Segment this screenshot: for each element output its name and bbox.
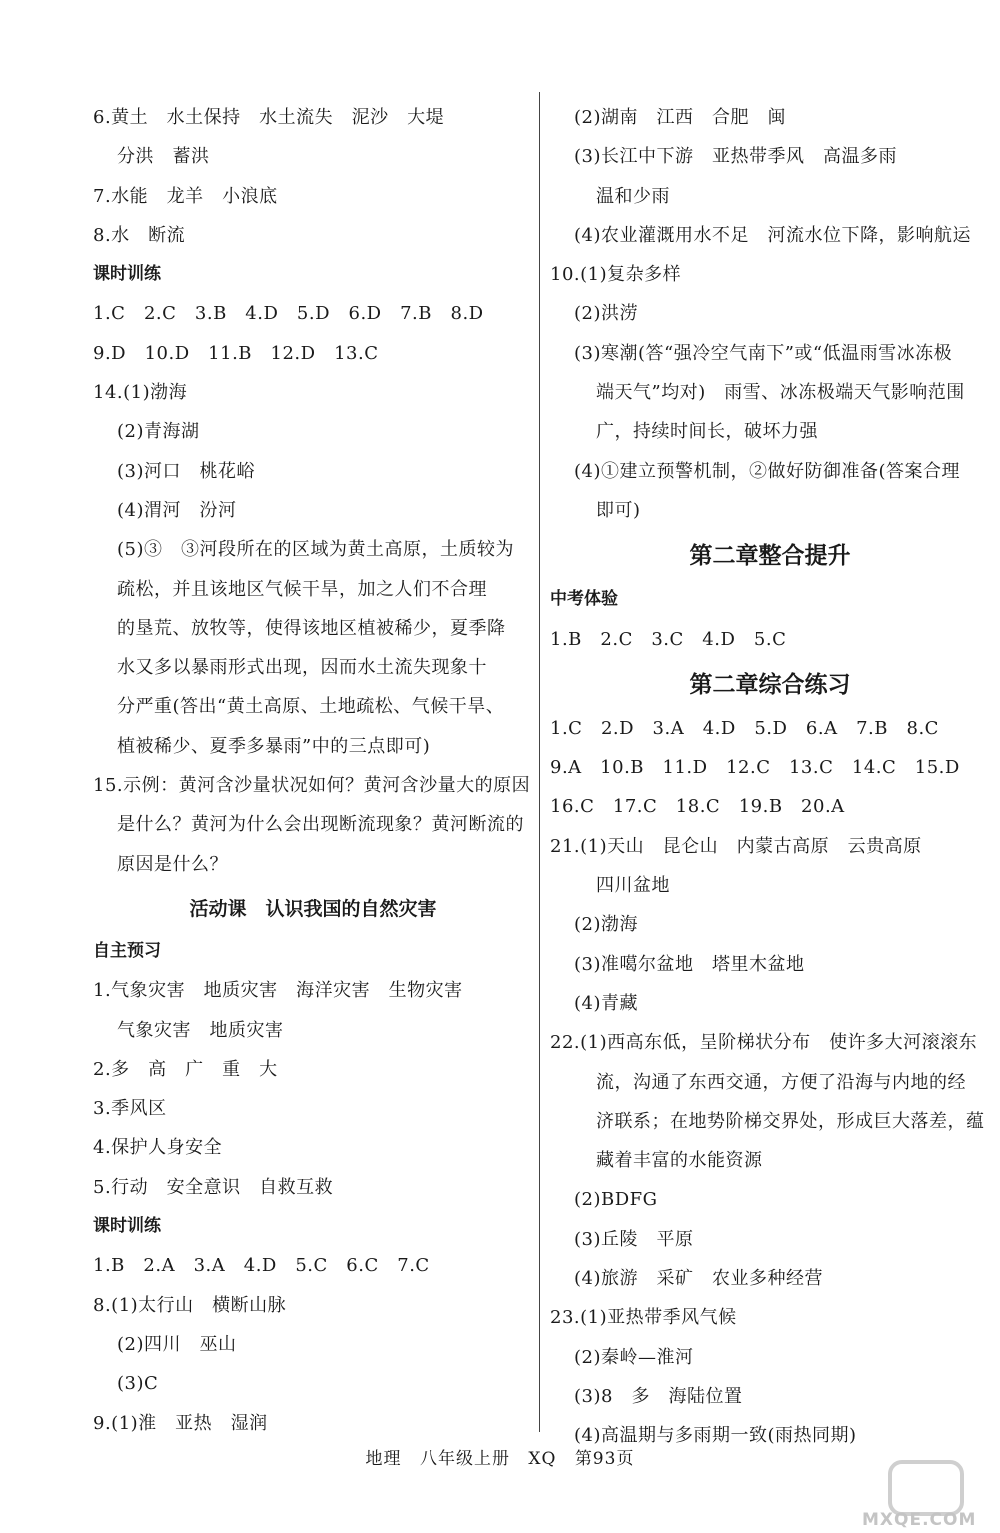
answer-line: (3)寒潮(答“强冷空气南下”或“低温雨雪冰冻极 xyxy=(574,342,953,364)
answer-line: 15.示例：黄河含沙量状况如何？黄河含沙量大的原因 xyxy=(93,775,531,797)
answer-line: 21.(1)天山 昆仑山 内蒙古高原 云贵高原 xyxy=(550,835,922,857)
answer-line: 分严重(答出“黄土高原、土地疏松、气候干旱、 xyxy=(117,696,505,718)
answer-line: 1.C 2.C 3.B 4.D 5.D 6.D 7.B 8.D xyxy=(93,303,484,325)
answer-line: 温和少雨 xyxy=(596,185,670,207)
answer-line: 济联系；在地势阶梯交界处，形成巨大落差，蕴 xyxy=(596,1110,985,1132)
answer-line: 水又多以暴雨形式出现，因而水土流失现象十 xyxy=(117,657,487,679)
chapter-heading: 第二章综合练习 xyxy=(689,671,851,698)
answer-line: (2)BDFG xyxy=(574,1189,658,1211)
answer-line: (3)丘陵 平原 xyxy=(574,1228,694,1250)
watermark-text: MXQE.COM xyxy=(862,1510,977,1530)
section-subheading: 课时训练 xyxy=(93,264,161,285)
answer-line: (2)湖南 江西 合肥 闽 xyxy=(574,107,786,128)
answer-line: (4)农业灌溉用水不足 河流水位下降，影响航运 xyxy=(574,224,971,246)
answer-line: 1.C 2.D 3.A 4.D 5.D 6.A 7.B 8.C xyxy=(550,717,939,739)
chapter-heading: 第二章整合提升 xyxy=(689,543,851,570)
answer-line: (2)渤海 xyxy=(574,914,638,936)
answer-line: (2)秦岭—淮河 xyxy=(574,1346,694,1368)
answer-line: 23.(1)亚热带季风气候 xyxy=(550,1307,737,1329)
right-column xyxy=(550,98,990,1456)
answer-line: 9.(1)淮 亚热 湿润 xyxy=(93,1412,268,1434)
answer-line: (3)长江中下游 亚热带季风 高温多雨 xyxy=(574,146,897,168)
section-subheading: 中考体验 xyxy=(550,589,618,610)
answer-line: (5)③ ③河段所在的区域为黄土高原，土质较为 xyxy=(117,539,514,561)
watermark-badge-icon xyxy=(888,1460,964,1516)
answer-line: 四川盆地 xyxy=(596,875,670,897)
answer-line: (2)青海湖 xyxy=(117,421,200,443)
answer-line: 5.行动 安全意识 自救互救 xyxy=(93,1176,334,1198)
answer-line: 16.C 17.C 18.C 19.B 20.A xyxy=(550,796,845,818)
answer-line: 广，持续时间长，破坏力强 xyxy=(596,421,818,443)
answer-line: 6.黄土 水土保持 水土流失 泥沙 大堤 xyxy=(93,107,445,128)
answer-line: (3)8 多 海陆位置 xyxy=(574,1385,743,1407)
activity-heading: 活动课 认识我国的自然灾害 xyxy=(189,897,437,920)
answer-line: (4)旅游 采矿 农业多种经营 xyxy=(574,1268,823,1290)
answer-line: 9.D 10.D 11.B 12.D 13.C xyxy=(93,342,379,364)
answer-line: (3)准噶尔盆地 塔里木盆地 xyxy=(574,953,805,975)
answer-line: 分洪 蓄洪 xyxy=(117,146,210,168)
watermark-logo xyxy=(862,1460,992,1530)
answer-line: 是什么？黄河为什么会出现断流现象？黄河断流的 xyxy=(117,814,524,836)
section-subheading: 课时训练 xyxy=(93,1216,161,1237)
answer-line: 22.(1)西高东低，呈阶梯状分布 使许多大河滚滚东 xyxy=(550,1032,978,1054)
answer-line: 7.水能 龙羊 小浪底 xyxy=(93,185,278,207)
answer-line: 气象灾害 地质灾害 xyxy=(117,1019,284,1041)
answer-line: 流，沟通了东西交通，方便了沿海与内地的经 xyxy=(596,1071,966,1093)
answer-line: (3)河口 桃花峪 xyxy=(117,460,255,482)
answer-line: 的垦荒、放牧等，使得该地区植被稀少，夏季降 xyxy=(117,617,506,639)
answer-line: (4)①建立预警机制，②做好防御准备(答案合理 xyxy=(574,460,961,482)
answer-line: 14.(1)渤海 xyxy=(93,382,188,404)
answer-line: (3)C xyxy=(117,1373,159,1395)
answer-line: (4)青藏 xyxy=(574,992,638,1014)
answer-line: 2.多 高 广 重 大 xyxy=(93,1058,278,1080)
answer-line: 3.季风区 xyxy=(93,1098,167,1120)
footer-subject: 地理 xyxy=(365,1449,402,1469)
section-subheading: 自主预习 xyxy=(93,940,161,961)
answer-line: 端天气”均对) 雨雪、冰冻极端天气影响范围 xyxy=(596,382,965,404)
footer-page-number: 第93页 xyxy=(574,1449,635,1469)
answer-line: 疏松，并且该地区气候干旱，加之人们不合理 xyxy=(117,578,487,600)
page-footer xyxy=(0,1444,1000,1469)
answer-line: 4.保护人身安全 xyxy=(93,1137,223,1159)
answer-line: 9.A 10.B 11.D 12.C 13.C 14.C 15.D xyxy=(550,757,960,779)
answer-line: 1.B 2.A 3.A 4.D 5.C 6.C 7.C xyxy=(93,1255,430,1277)
footer-grade: 八年级上册 xyxy=(419,1449,510,1469)
answer-line: 1.气象灾害 地质灾害 海洋灾害 生物灾害 xyxy=(93,980,463,1002)
answer-line: 8.水 断流 xyxy=(93,224,186,246)
answer-line: (4)高温期与多雨期一致(雨热同期) xyxy=(574,1425,857,1447)
answer-line: 藏着丰富的水能资源 xyxy=(596,1150,763,1172)
answer-line: 8.(1)太行山 横断山脉 xyxy=(93,1294,287,1316)
answer-line: 10.(1)复杂多样 xyxy=(550,264,682,286)
answer-line: 原因是什么？ xyxy=(117,853,228,875)
answer-line: 植被稀少、夏季多暴雨”中的三点即可) xyxy=(117,735,431,757)
left-column xyxy=(93,98,533,1443)
answer-line: (2)四川 巫山 xyxy=(117,1333,237,1355)
footer-edition: XQ xyxy=(528,1449,557,1469)
answer-line: 即可) xyxy=(596,499,641,521)
answer-line: (4)渭河 汾河 xyxy=(117,499,237,521)
answer-line: 1.B 2.C 3.C 4.D 5.C xyxy=(550,628,787,650)
column-divider xyxy=(539,92,540,1432)
answer-line: (2)洪涝 xyxy=(574,303,638,325)
